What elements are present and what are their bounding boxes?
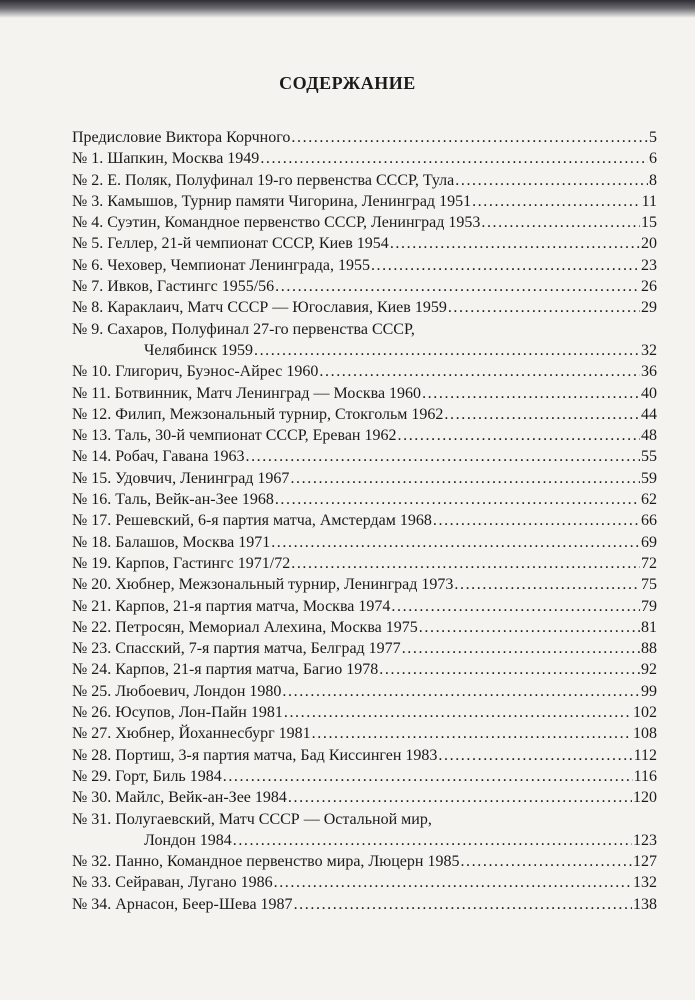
toc-entry-line xyxy=(72,276,657,297)
toc-entry-line xyxy=(72,809,657,830)
toc-entry[interactable] xyxy=(72,809,657,852)
page-edge-shadow xyxy=(0,0,695,18)
toc-entry-line xyxy=(72,510,657,531)
toc-entry-title: № 19. Карпов, Гастингс 1971/72 xyxy=(72,554,291,572)
dot-leader xyxy=(291,127,648,148)
dot-leader xyxy=(444,404,640,425)
dot-leader xyxy=(472,191,641,212)
toc-entry-title: № 20. Хюбнер, Межзональный турнир, Ленинград 1973 xyxy=(72,576,454,594)
toc-page-number: 127 xyxy=(633,853,657,871)
toc-entry-title: № 32. Панно, Командное первенство мира, Люцерн 1985 xyxy=(72,853,460,871)
toc-page-number: 44 xyxy=(641,405,657,423)
dot-leader xyxy=(282,681,640,702)
toc-entry-title: Предисловие Виктора Корчного xyxy=(72,129,291,146)
toc-entry[interactable] xyxy=(72,510,657,531)
dot-leader xyxy=(223,766,633,787)
dot-leader xyxy=(390,233,640,254)
toc-entry-line xyxy=(72,170,657,191)
toc-entry-line xyxy=(72,468,657,489)
toc-page-number: 15 xyxy=(641,214,657,232)
table-of-contents xyxy=(72,127,657,915)
toc-entry-title: № 23. Спасский, 7-я партия матча, Белград 1977 xyxy=(72,640,401,658)
toc-entry-line xyxy=(72,383,657,404)
toc-entry-title: № 6. Чеховер, Чемпионат Ленинграда, 1955 xyxy=(72,256,370,274)
toc-entry-line xyxy=(72,361,657,382)
toc-entry-title: Лондон 1984 xyxy=(144,831,232,849)
dot-leader xyxy=(312,723,632,744)
toc-entry[interactable] xyxy=(72,212,657,233)
toc-entry-title: № 1. Шапкин, Москва 1949 xyxy=(72,150,260,168)
toc-page-number: 48 xyxy=(641,427,657,445)
toc-entry-title: № 10. Глигорич, Буэнос-Айрес 1960 xyxy=(72,363,319,381)
dot-leader xyxy=(319,361,640,382)
toc-entry[interactable] xyxy=(72,383,657,404)
toc-entry-line xyxy=(72,255,657,276)
toc-entry[interactable] xyxy=(72,723,657,744)
toc-entry[interactable] xyxy=(72,745,657,766)
toc-entry[interactable] xyxy=(72,872,657,893)
toc-entry-title: № 4. Суэтин, Командное первенство СССР, Ленинград 1953 xyxy=(72,214,481,232)
toc-entry-line xyxy=(72,404,657,425)
toc-entry[interactable] xyxy=(72,638,657,659)
dot-leader xyxy=(481,212,640,233)
toc-entry[interactable] xyxy=(72,127,657,148)
toc-entry-line xyxy=(72,148,657,169)
toc-entry-title: № 31. Полугаевский, Матч СССР — Остальной мир, xyxy=(72,810,432,828)
toc-page-number: 26 xyxy=(641,278,657,296)
dot-leader xyxy=(284,702,632,723)
dot-leader xyxy=(422,383,640,404)
toc-page-number: 40 xyxy=(641,384,657,402)
dot-leader xyxy=(274,872,632,893)
toc-entry-line xyxy=(72,681,657,702)
toc-entry-title: № 28. Портиш, 3-я партия матча, Бад Киссинген 1983 xyxy=(72,746,438,764)
toc-entry-line xyxy=(72,787,657,808)
toc-entry[interactable] xyxy=(72,446,657,467)
toc-entry[interactable] xyxy=(72,553,657,574)
toc-page-number: 20 xyxy=(641,235,657,253)
dot-leader xyxy=(271,532,640,553)
toc-entry-continuation xyxy=(72,340,657,361)
toc-entry-line xyxy=(72,532,657,553)
toc-entry-title: № 21. Карпов, 21-я партия матча, Москва 1974 xyxy=(72,597,391,615)
toc-entry-line xyxy=(72,574,657,595)
dot-leader xyxy=(379,659,640,680)
toc-entry[interactable] xyxy=(72,851,657,872)
toc-entry[interactable] xyxy=(72,425,657,446)
toc-page-number: 11 xyxy=(641,192,657,210)
toc-entry-title: № 9. Сахаров, Полуфинал 27-го первенства СССР, xyxy=(72,320,415,338)
toc-entry-line xyxy=(72,659,657,680)
toc-page-number: 92 xyxy=(641,661,657,679)
toc-entry-line xyxy=(72,425,657,446)
toc-page-number: 72 xyxy=(641,554,657,572)
toc-page-number: 112 xyxy=(633,746,657,764)
toc-entry-line xyxy=(72,723,657,744)
toc-entry[interactable] xyxy=(72,233,657,254)
dot-leader xyxy=(391,596,640,617)
toc-page-number: 132 xyxy=(633,874,657,892)
toc-entry-title: № 24. Карпов, 21-я партия матча, Багио 1978 xyxy=(72,661,379,679)
dot-leader xyxy=(398,425,641,446)
toc-entry[interactable] xyxy=(72,297,657,318)
toc-entry-continuation xyxy=(72,830,657,851)
toc-page-number: 23 xyxy=(641,256,657,274)
toc-entry[interactable] xyxy=(72,659,657,680)
toc-page-number: 75 xyxy=(641,576,657,594)
toc-entry-title: № 3. Камышов, Турнир памяти Чигорина, Ленинград 1951 xyxy=(72,192,472,210)
dot-leader xyxy=(254,340,640,361)
dot-leader xyxy=(402,638,640,659)
toc-entry-title: № 33. Сейраван, Лугано 1986 xyxy=(72,874,273,892)
toc-page-number: 6 xyxy=(649,150,657,168)
dot-leader xyxy=(455,170,648,191)
dot-leader xyxy=(433,510,640,531)
toc-entry-line xyxy=(72,745,657,766)
toc-page-number: 69 xyxy=(641,533,657,551)
toc-entry[interactable] xyxy=(72,532,657,553)
toc-page-number: 123 xyxy=(633,831,657,849)
toc-entry[interactable] xyxy=(72,319,657,362)
toc-entry-title: № 14. Робач, Гавана 1963 xyxy=(72,448,245,466)
dot-leader xyxy=(245,446,640,467)
toc-entry-title: № 12. Филип, Межзональный турнир, Стокгольм 1962 xyxy=(72,405,444,423)
toc-entry-line xyxy=(72,191,657,212)
toc-entry-line xyxy=(72,596,657,617)
toc-page-number: 32 xyxy=(641,341,657,359)
toc-entry-title: № 22. Петросян, Мемориал Алехина, Москва 1975 xyxy=(72,618,418,636)
dot-leader xyxy=(275,276,640,297)
toc-entry-line xyxy=(72,894,657,915)
toc-entry-title: № 7. Ивков, Гастингс 1955/56 xyxy=(72,278,275,296)
toc-entry[interactable] xyxy=(72,596,657,617)
dot-leader xyxy=(438,745,632,766)
toc-page-number: 55 xyxy=(641,448,657,466)
dot-leader xyxy=(371,255,640,276)
toc-entry[interactable] xyxy=(72,894,657,915)
dot-leader xyxy=(454,574,640,595)
dot-leader xyxy=(419,617,640,638)
toc-entry-title: № 2. Е. Поляк, Полуфинал 19-го первенства СССР, Тула xyxy=(72,171,455,189)
toc-page-number: 120 xyxy=(633,789,657,807)
toc-entry-line xyxy=(72,489,657,510)
toc-entry-title: Челябинск 1959 xyxy=(144,341,253,359)
dot-leader xyxy=(260,148,648,169)
toc-entry-title: № 16. Таль, Вейк-ан-Зее 1968 xyxy=(72,491,274,509)
toc-entry-line xyxy=(72,766,657,787)
toc-entry-line xyxy=(72,553,657,574)
toc-page-number: 88 xyxy=(641,640,657,658)
dot-leader xyxy=(288,787,632,808)
toc-entry-line xyxy=(72,212,657,233)
toc-entry[interactable] xyxy=(72,468,657,489)
dot-leader xyxy=(291,553,640,574)
page-title: СОДЕРЖАНИЕ xyxy=(279,73,416,93)
toc-page-number: 116 xyxy=(633,767,657,785)
toc-entry[interactable] xyxy=(72,148,657,169)
toc-entry[interactable] xyxy=(72,361,657,382)
toc-entry[interactable] xyxy=(72,489,657,510)
toc-entry-line xyxy=(72,233,657,254)
toc-entry-title: № 8. Караклаич, Матч СССР — Югославия, Киев 1959 xyxy=(72,299,447,317)
toc-page-number: 62 xyxy=(641,491,657,509)
toc-entry-title: № 30. Майлс, Вейк-ан-Зее 1984 xyxy=(72,789,287,807)
toc-entry[interactable] xyxy=(72,255,657,276)
toc-entry-title: № 18. Балашов, Москва 1971 xyxy=(72,533,271,551)
toc-page-number: 29 xyxy=(641,299,657,317)
toc-entry-line xyxy=(72,872,657,893)
toc-entry-line xyxy=(72,319,657,340)
toc-entry-title: № 13. Таль, 30-й чемпионат СССР, Ереван 1962 xyxy=(72,427,397,445)
toc-page-number: 66 xyxy=(641,512,657,530)
toc-entry-title: № 11. Ботвинник, Матч Ленинград — Москва 1960 xyxy=(72,384,422,402)
toc-entry[interactable] xyxy=(72,191,657,212)
toc-entry-line xyxy=(72,297,657,318)
toc-entry-title: № 15. Удовчич, Ленинград 1967 xyxy=(72,469,290,487)
toc-entry[interactable] xyxy=(72,617,657,638)
dot-leader xyxy=(275,489,640,510)
toc-page-number: 5 xyxy=(649,129,657,146)
toc-entry-title: № 29. Горт, Биль 1984 xyxy=(72,767,222,785)
toc-page-number: 8 xyxy=(649,171,657,189)
toc-entry-line xyxy=(72,702,657,723)
toc-entry-line xyxy=(72,617,657,638)
toc-entry[interactable] xyxy=(72,681,657,702)
toc-page-number: 79 xyxy=(641,597,657,615)
dot-leader xyxy=(460,851,632,872)
toc-page-number: 59 xyxy=(641,469,657,487)
toc-entry[interactable] xyxy=(72,170,657,191)
toc-entry-line xyxy=(72,127,657,148)
toc-page-number: 138 xyxy=(633,895,657,913)
toc-entry[interactable] xyxy=(72,787,657,808)
toc-page-number: 99 xyxy=(641,682,657,700)
dot-leader xyxy=(290,468,640,489)
toc-page-number: 102 xyxy=(633,704,657,722)
toc-entry-title: № 17. Решевский, 6-я партия матча, Амстердам 1968 xyxy=(72,512,432,530)
toc-entry-title: № 5. Геллер, 21-й чемпионат СССР, Киев 1954 xyxy=(72,235,389,253)
toc-entry[interactable] xyxy=(72,766,657,787)
toc-entry[interactable] xyxy=(72,702,657,723)
toc-entry-title: № 26. Юсупов, Лон-Пайн 1981 xyxy=(72,704,283,722)
dot-leader xyxy=(294,894,632,915)
toc-entry[interactable] xyxy=(72,404,657,425)
toc-entry-line xyxy=(72,638,657,659)
dot-leader xyxy=(448,297,640,318)
toc-entry-line xyxy=(72,446,657,467)
toc-entry-title: № 27. Хюбнер, Йоханнесбург 1981 xyxy=(72,725,311,743)
dot-leader xyxy=(233,830,632,851)
toc-page-number: 36 xyxy=(641,363,657,381)
toc-entry[interactable] xyxy=(72,574,657,595)
toc-page-number: 81 xyxy=(641,618,657,636)
toc-entry-title: № 34. Арнасон, Беер-Шева 1987 xyxy=(72,895,293,913)
toc-page-number: 108 xyxy=(633,725,657,743)
toc-entry-title: № 25. Любоевич, Лондон 1980 xyxy=(72,682,282,700)
toc-entry-line xyxy=(72,851,657,872)
toc-entry[interactable] xyxy=(72,276,657,297)
